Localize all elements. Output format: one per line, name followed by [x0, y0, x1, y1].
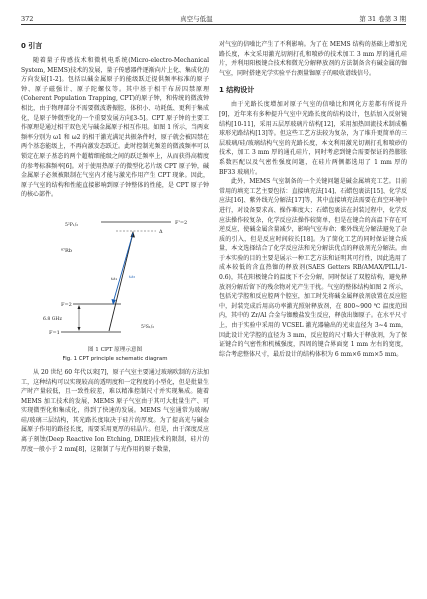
design-paragraph-1: 由于光路长度增加对原子气室的信噪比和网化方差都有所提升[9]，近年来有多种提升气室中光路长度的结构设计，包括加入反射镜结构[10-11]，采用五层厚玻璃片结构[12]，采用加热回流技术制成椭球形光路结构[13]等。但这些工艺方法较为复杂，为了堆升更简单的三层玻璃/硅/玻璃结构气室的光路长度，本文利用激光切割打孔和喷砂的技术，加工 3 mm 厚的通孔硅片，同时考虑到键合需要保证的热膨胀系数匹配以及气密性强度问题，在硅片两侧都选用了 1 mm 厚的 BF33 玻璃片。: [219, 101, 407, 176]
detuning-delta: Δ: [159, 228, 163, 235]
laser-omega2-line: [113, 233, 136, 303]
splitting-arrowhead-up: [78, 305, 81, 309]
excited-level-label: F'=2: [175, 219, 188, 226]
section-title-introduction: 0 引言: [21, 42, 43, 50]
design-paragraph-2: 此外，MEMS 气室制备的一个关键问题是碱金属填充工艺。目前常用的填充工艺主要包括：直接填充法[14]、石蜡包裹法[15]、化学反应法[16]、紫外线光分解法[17]等，其中直接填充法需要在真空环境中进行，对设备要求高、操作难度大；石蜡包裹法在封装过程中，化学反应法操作较复杂，化学反应法操作较简单，但是在键合的高温下存在可逆反应，使碱金属含量减少，影响气室寿命；紫外线光分解法避免了杂质的引入，但是反应时间较长[18]。为了简化工艺的同时保证键合质量，本文选择结合了化学反应法和光分解法优点的释放剂光分解法。由于本实验的目的主要是展示一种工艺方法和证明其可行性，因此选用了成本较低的含直热铷的释放剂(SAES Getters RB/AMAX/PILL/1-0.6)，其在阳极键合的温度下不会分解，同时保证了双腔结构，避免释放剂分解后留下的残余物对光产生干扰。气室的整体结构如图 2 所示，包括光学腔和反应腔两个腔室，加工时先将碱金属释放剂放置在反应腔中，封装完成后用高功率激光照射释放剂，在 800~900 ℃ 温度范围内，其中的 Zr/Al 合金与铷酸盐发生反应，释放出铷原子。在水平尺寸上，由于实验中采用的 VCSEL 激光器输出的光束直径为 3~4 mm，因此设计光学腔的直径为 3 mm，反应腔的尺寸略大于释放剂，为了保证键合的气密性和机械强度，四周的键合界面宽 1 mm 左右的宽度，综合考虑整体尺寸，最后设计的结构体积为 6 mm×6 mm×5 mm。: [219, 178, 407, 358]
laser-omega1-line: [109, 233, 136, 331]
ground-lower-level-label: F=1: [49, 329, 60, 336]
hyperfine-splitting-label: 6.8 GHz: [43, 316, 62, 322]
upper-state-term: 5²P₁/₂: [65, 222, 79, 228]
omega2-label: ω₂: [129, 273, 136, 280]
omega1-label: ω₁: [111, 275, 118, 282]
page-number: 372: [21, 15, 34, 23]
intro-paragraph-continuation: 对气室的信噪比产生了不利影响。为了在 MEMS 结构的基础上增加光路长度，本文采用激光切割打孔和喷砂的技术加工 3 mm 厚的通孔硅片，并利用阳极键合技术和微光分解释放剂的方法制备含有碱金属的铷气室，同时搭建光学实验平台测量铷原子的吸收谱线信号。: [219, 41, 407, 77]
ground-upper-level-label: F=2: [61, 301, 72, 308]
figure-caption-en: Fig. 1 CPT principle schematic diagram: [62, 355, 168, 362]
intro-paragraph-2: 从 20 世纪 60 年代以来[7]，原子气室主要通过玻璃吹制的方法加工，这种结构可以实现较高的透明度和一定程度的小型化，但是批量生产时产量较低，且一致性较差，难以精准控制尺寸并实现集成。随着 MEMS 加工技术的发展，MEMS 原子气室由于其可大批量生产、可实现微型化和集成化，得到了快速的发展。MEMS 气室通常为玻璃/硅/玻璃三层结构，其光路长度取决于硅片的厚度。为了提高光与碱金属原子作用的路径长度，需要采用更厚的硅晶片。但是，由于深度反应离子刻蚀(Deep Reactive Ion Etching, DRIE)技术的限制，硅片的厚度一般小于 2 mm[8]，这限制了与光作用的原子数量，: [21, 368, 209, 453]
journal-name: 真空与低温: [180, 15, 213, 23]
left-column: [21, 40, 209, 454]
cpt-diagram-svg: [21, 204, 209, 344]
running-header: [21, 9, 406, 23]
header-rule: [21, 24, 406, 25]
figure-caption-cn: 图 1 CPT 原理示意图: [87, 346, 143, 353]
cpt-energy-level-figure: [21, 204, 209, 344]
rubidium-label: ⁸⁷Rb: [61, 247, 72, 254]
right-column: [219, 40, 407, 359]
intro-paragraph-1: 随着量子传感技术和微机电系统(Micro-electro-Mechanical System, MEMS)技术的发展，量子传感器件逐渐向片上化、集成化的方向发展[1-2]。包括以碱金属原子的能级跃迁提供频率标准的原子钟、原子磁强计、原子陀螺仪等。其中基于相干布居囚禁原理(Coherent Population Trapping, CPT)的原子钟，和传统的微波钟相比，由于物理部分不需要微波谐振腔，体积小、功耗低、更利于集成化，是原子钟微型化的一个重要发展方向[3-5]。CPT 原子钟的主要工作原理是通过相干双色光与碱金属原子相互作用。如图 1 所示，当两束频率分别为 ω1 和 ω2 的相干激光满足共振条件时，原子就会被囚禁在两个基态能级上，不再向激发态跃迁。此时控制光频差的微波频率可以锁定在原子基态的两个超精细能级之间的跃迁频率上，从而获得高精度的参考标准频率[6]。对于使用热原子的微型化芯片级 CPT 原子钟，碱金属原子必须被限制在气室内才能与激光作用产生 CPT 现象。因此，原子气室的结构和性能直接影响到原子钟整体的性能，是 CPT 原子钟的核心部件。: [21, 57, 209, 199]
splitting-arrowhead-down: [78, 327, 81, 331]
ground-state-term: 5²S₁/₂: [141, 324, 155, 330]
section-title-structure-design: 1 结构设计: [219, 86, 255, 95]
journal-volume: 第 31 卷第 3 期: [359, 15, 406, 23]
